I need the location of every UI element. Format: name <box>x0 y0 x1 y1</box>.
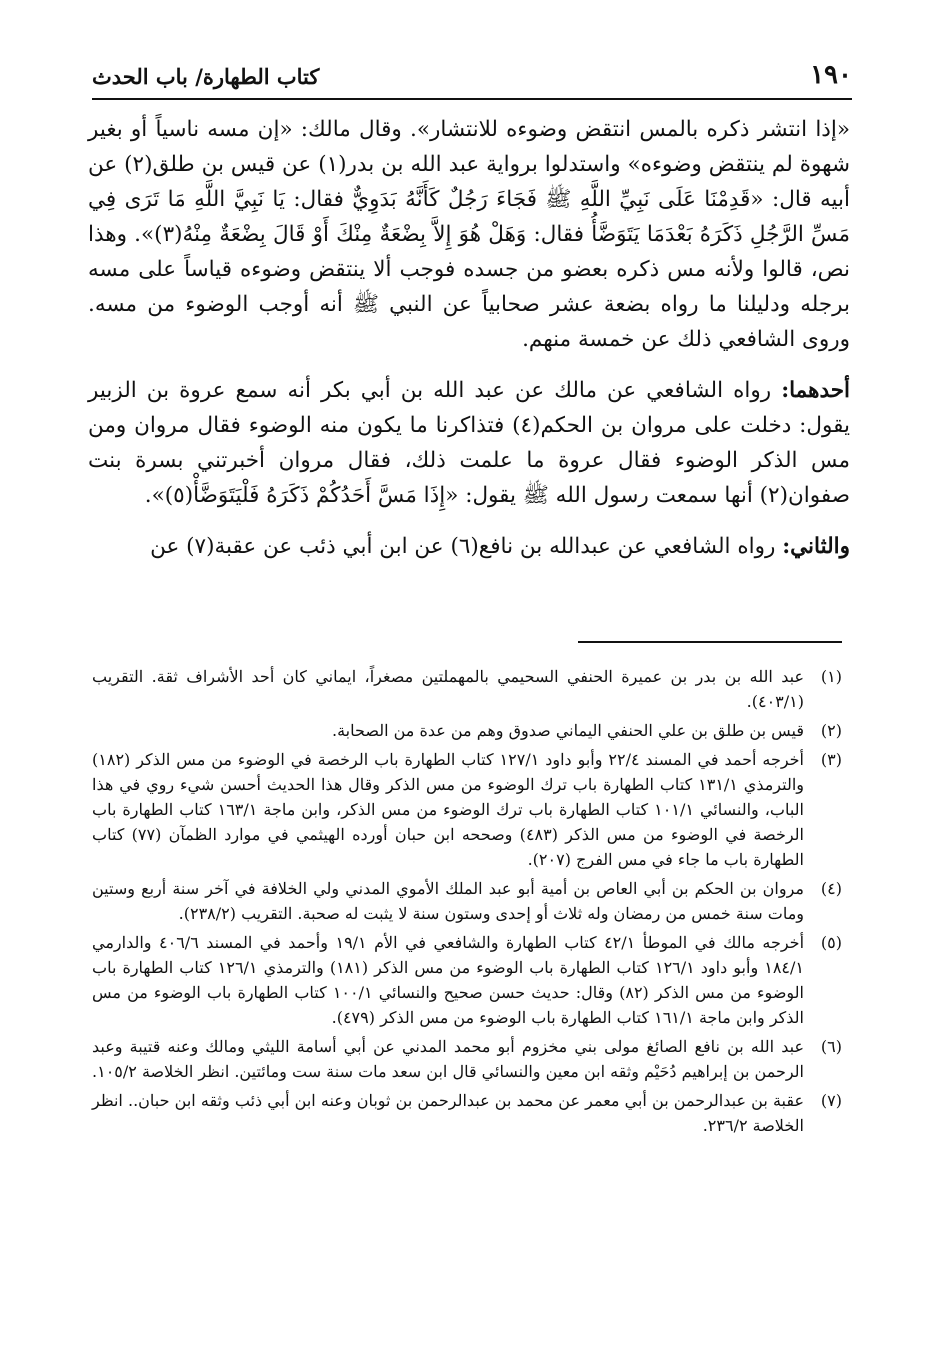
footnote-text: عبد الله بن نافع الصائغ مولى بني مخزوم أبو محمد المدني عن أبي أسامة الليثي ومالك وعنه قتيبة وعبد الرحمن بن إبراهيم دُحَيْم وثقه ابن معين والنسائي قال ابن سعد مات سنة ست ومائتين. انظر الخلاصة ١٠٥/٢. <box>92 1037 804 1081</box>
footnote-6 <box>92 1034 842 1084</box>
paragraph-2-text: رواه الشافعي عن مالك عن عبد الله بن أبي بكر أنه سمع عروة بن الزبير يقول: دخلت على مروان بن الحكم(٤) فتذاكرنا ما يكون منه الوضوء فقال مروان ومن مس الذكر الوضوء فقال عروة ما علمت ذلك، فقال مروان أخبرتني بسرة بنت صفوان(٢) أنها سمعت رسول الله ﷺ يقول: «إِذَا مَسَّ أَحَدُكُمْ ذَكَرَهُ فَلْيَتَوَضَّأْ(٥)». <box>88 378 850 508</box>
footnote-number: (٦) <box>820 1037 842 1056</box>
footnote-1 <box>92 664 842 714</box>
footnote-4 <box>92 876 842 926</box>
footnote-number: (٧) <box>820 1091 842 1110</box>
paragraph-1: «إذا انتشر ذكره بالمس انتقض وضوءه للانتشار». وقال مالك: «إن مسه ناسياً أو بغير شهوة لم ينتقض وضوءه» واستدلوا برواية عبد الله بن بدر(١) عن قيس بن طلق(٢) عن أبيه قال: «قَدِمْنَا عَلَى نَبِيِّ اللَّهِ ﷺ فَجَاءَ رَجُلٌ كَأَنَّهُ بَدَوِيٌّ فقال: يَا نَبِيَّ اللَّهِ مَا تَرَى فِي مَسِّ الرَّجُلِ ذَكَرَهُ بَعْدَمَا يَتَوَضَّأُ فقال: وَهَلْ هُوَ إِلاَّ بِضْعَةٌ مِنْكَ أَوْ قَالَ بِضْعَةٌ مِنْهُ(٣)». وهذا نص، قالوا ولأنه مس ذكره بعضو من جسده فوجب ألا ينتقض وضوءه قياساً على مسه برجله ودليلنا ما رواه بضعة عشر صحابياً عن النبي ﷺ أنه أوجب الوضوء من مسه. وروى الشافعي ذلك عن خمسة منهم. <box>88 117 851 352</box>
footnote-number: (١) <box>820 667 842 686</box>
footnote-3 <box>92 747 842 872</box>
footnote-number: (٣) <box>820 750 842 769</box>
main-text <box>88 112 850 580</box>
footnote-number: (٥) <box>820 933 842 952</box>
footnote-separator <box>578 641 842 643</box>
page-number: ١٩٠ <box>810 60 852 90</box>
footnote-7 <box>92 1088 842 1138</box>
footnote-5 <box>92 930 842 1030</box>
paragraph-2-lead: أحدهما: <box>781 378 850 403</box>
paragraph-3-text: رواه الشافعي عن عبدالله بن نافع(٦) عن ابن أبي ذئب عن عقبة(٧) عن <box>150 534 783 559</box>
page-header <box>92 58 852 100</box>
footnote-text: عقبة بن عبدالرحمن بن أبي معمر عن محمد بن عبدالرحمن بن ثوبان وعنه ابن أبي ذئب وثقه ابن حبان.. انظر الخلاصة ٢٣٦/٢. <box>92 1091 804 1135</box>
footnote-2 <box>92 718 842 743</box>
footnote-text: مروان بن الحكم بن أبي العاص بن أمية أبو عبد الملك الأموي المدني ولي الخلافة في آخر سنة أربع وستين ومات سنة خمس من رمضان وله ثلاث أو إحدى وستون سنة لا يثبت له صحبة. التقريب (٢٣٨/٢). <box>92 879 804 923</box>
footnote-text: عبد الله بن بدر بن عميرة الحنفي السحيمي بالمهملتين مصغراً، ايماني كان أحد الأشراف ثقة. التقريب (٤٠٣/١). <box>92 667 804 711</box>
paragraph-3-lead: والثاني: <box>782 534 850 559</box>
paragraph-3 <box>88 529 850 564</box>
footnotes <box>92 664 842 1142</box>
footnote-number: (٤) <box>820 879 842 898</box>
footnote-text: قيس بن طلق بن علي الحنفي اليماني صدوق وهم من عدة من الصحابة. <box>332 721 804 740</box>
footnote-number: (٢) <box>820 721 842 740</box>
footnote-text: أخرجه أحمد في المسند ٢٢/٤ وأبو داود ١٢٧/١ كتاب الطهارة باب الرخصة في الوضوء من مس الذكر (١٨٢) والترمذي ١٣١/١ كتاب الطهارة باب ترك الوضوء من مس الذكر وقال هذا الحديث أحسن شيء روي في هذا الباب، والنسائي ١٠١/١ كتاب الطهارة باب ترك الوضوء من مس الذكر، وابن ماجة ١٦٣/١ كتاب الطهارة باب الرخصة في الوضوء من مس الذكر (٤٨٣) وصححه ابن حبان أورده الهيثمي في موارد الظمآن (٧٧) كتاب الطهارة باب ما جاء في مس الفرج (٢٠٧). <box>92 750 805 869</box>
paragraph-2 <box>88 373 850 513</box>
footnote-text: أخرجه مالك في الموطأ ٤٢/١ كتاب الطهارة والشافعي في الأم ١٩/١ وأحمد في المسند ٤٠٦/٦ والدارمي ١٨٤/١ وأبو داود ١٢٦/١ كتاب الطهارة باب الوضوء من مس الذكر (١٨١) والترمذي ١٢٦/١ كتاب الطهارة باب الوضوء من مس الذكر (٨٢) وقال: حديث حسن صحيح والنسائي ١٠٠/١ كتاب الطهارة باب الوضوء من مس الذكر وابن ماجة ١٦١/١ كتاب الطهارة باب الوضوء من مس الذكر (٤٧٩). <box>92 933 805 1027</box>
running-title: كتاب الطهارة/ باب الحدث <box>92 64 320 89</box>
